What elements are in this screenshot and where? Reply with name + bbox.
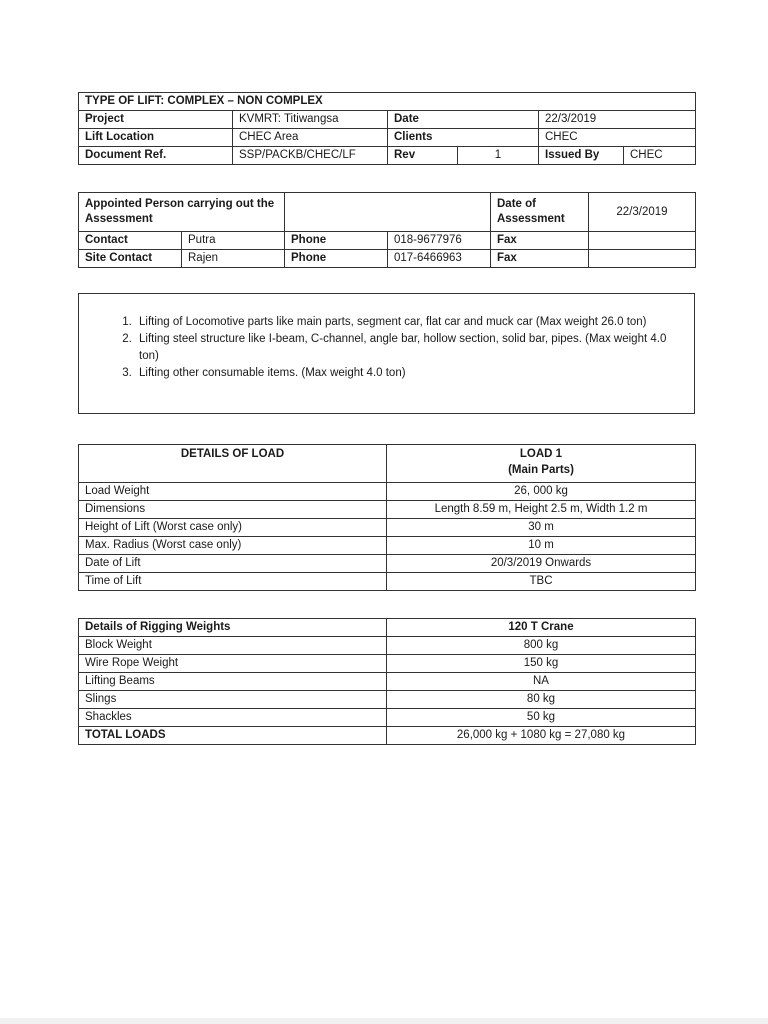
assessment-table [78,192,696,268]
phone-value: 017-6466963 [388,250,491,268]
height-of-lift-value: 30 m [387,519,696,537]
project-value: KVMRT: Titiwangsa [233,111,388,129]
site-contact-label: Site Contact [79,250,182,268]
dimensions-label: Dimensions [79,501,387,519]
rigging-weights-table [78,618,696,745]
table-row [79,691,696,709]
table-row [79,709,696,727]
contact-row [79,232,696,250]
lifting-beams-value: NA [387,673,696,691]
date-label: Date [388,111,539,129]
issued-by-label: Issued By [539,147,624,165]
appointed-person-label: Appointed Person carrying out the Assessment [79,193,285,232]
phone-label: Phone [285,250,388,268]
crane-header: 120 T Crane [387,619,696,637]
lift-location-label: Lift Location [79,129,233,147]
shackles-label: Shackles [79,709,387,727]
fax-value [589,232,696,250]
table-row [79,483,696,501]
table-row [79,637,696,655]
phone-value: 018-9677976 [388,232,491,250]
max-radius-value: 10 m [387,537,696,555]
load-1-header [387,445,696,483]
table-row [79,655,696,673]
load-details-table [78,444,696,591]
doc-ref-label: Document Ref. [79,147,233,165]
site-contact-row [79,250,696,268]
list-item: 1. Lifting of Locomotive parts like main parts, segment car, flat car and muck car (Max weight 26.0 ton) [135,314,684,331]
rigging-weights-header: Details of Rigging Weights [79,619,387,637]
rev-label: Rev [388,147,458,165]
load-1-title: LOAD 1 [519,448,563,460]
fax-value [589,250,696,268]
doc-ref-value: SSP/PACKB/CHEC/LF [233,147,388,165]
total-loads-label: TOTAL LOADS [79,727,387,745]
date-of-lift-label: Date of Lift [79,555,387,573]
lifting-scope-list [79,314,684,382]
list-item: 3. Lifting other consumable items. (Max weight 4.0 ton) [135,365,684,382]
load-weight-label: Load Weight [79,483,387,501]
table-row [79,555,696,573]
wire-rope-weight-value: 150 kg [387,655,696,673]
load-1-subtitle: (Main Parts) [508,464,574,476]
clients-value: CHEC [539,129,696,147]
shackles-value: 50 kg [387,709,696,727]
date-of-lift-value: 20/3/2019 Onwards [387,555,696,573]
table-row [79,519,696,537]
lift-location-value: CHEC Area [233,129,388,147]
clients-label: Clients [388,129,539,147]
contact-name: Putra [182,232,285,250]
phone-label: Phone [285,232,388,250]
total-loads-value: 26,000 kg + 1080 kg = 27,080 kg [387,727,696,745]
date-of-assessment-value: 22/3/2019 [589,193,696,232]
wire-rope-weight-label: Wire Rope Weight [79,655,387,673]
slings-label: Slings [79,691,387,709]
date-of-assessment-label: Date of Assessment [491,193,589,232]
table-row [79,501,696,519]
slings-value: 80 kg [387,691,696,709]
fax-label: Fax [491,250,589,268]
project-label: Project [79,111,233,129]
time-of-lift-value: TBC [387,573,696,591]
details-of-load-header: DETAILS OF LOAD [79,445,387,483]
table-row [79,537,696,555]
list-item: 2. Lifting steel structure like I-beam, C-channel, angle bar, hollow section, solid bar, pipes. (Max weight 4.0 ton) [135,331,684,365]
rev-value: 1 [458,147,539,165]
table-row [79,673,696,691]
lifting-beams-label: Lifting Beams [79,673,387,691]
table-row [79,573,696,591]
max-radius-label: Max. Radius (Worst case only) [79,537,387,555]
time-of-lift-label: Time of Lift [79,573,387,591]
block-weight-value: 800 kg [387,637,696,655]
contact-label: Contact [79,232,182,250]
load-weight-value: 26, 000 kg [387,483,696,501]
date-value: 22/3/2019 [539,111,696,129]
lifting-scope-box [78,293,695,414]
block-weight-label: Block Weight [79,637,387,655]
appointed-person-value [285,193,491,232]
type-of-lift-title: TYPE OF LIFT: COMPLEX – NON COMPLEX [79,93,696,111]
total-row [79,727,696,745]
dimensions-value: Length 8.59 m, Height 2.5 m, Width 1.2 m [387,501,696,519]
fax-label: Fax [491,232,589,250]
issued-by-value: CHEC [624,147,696,165]
lift-header-table [78,92,696,165]
site-contact-name: Rajen [182,250,285,268]
height-of-lift-label: Height of Lift (Worst case only) [79,519,387,537]
page-bottom-edge [0,1018,768,1024]
